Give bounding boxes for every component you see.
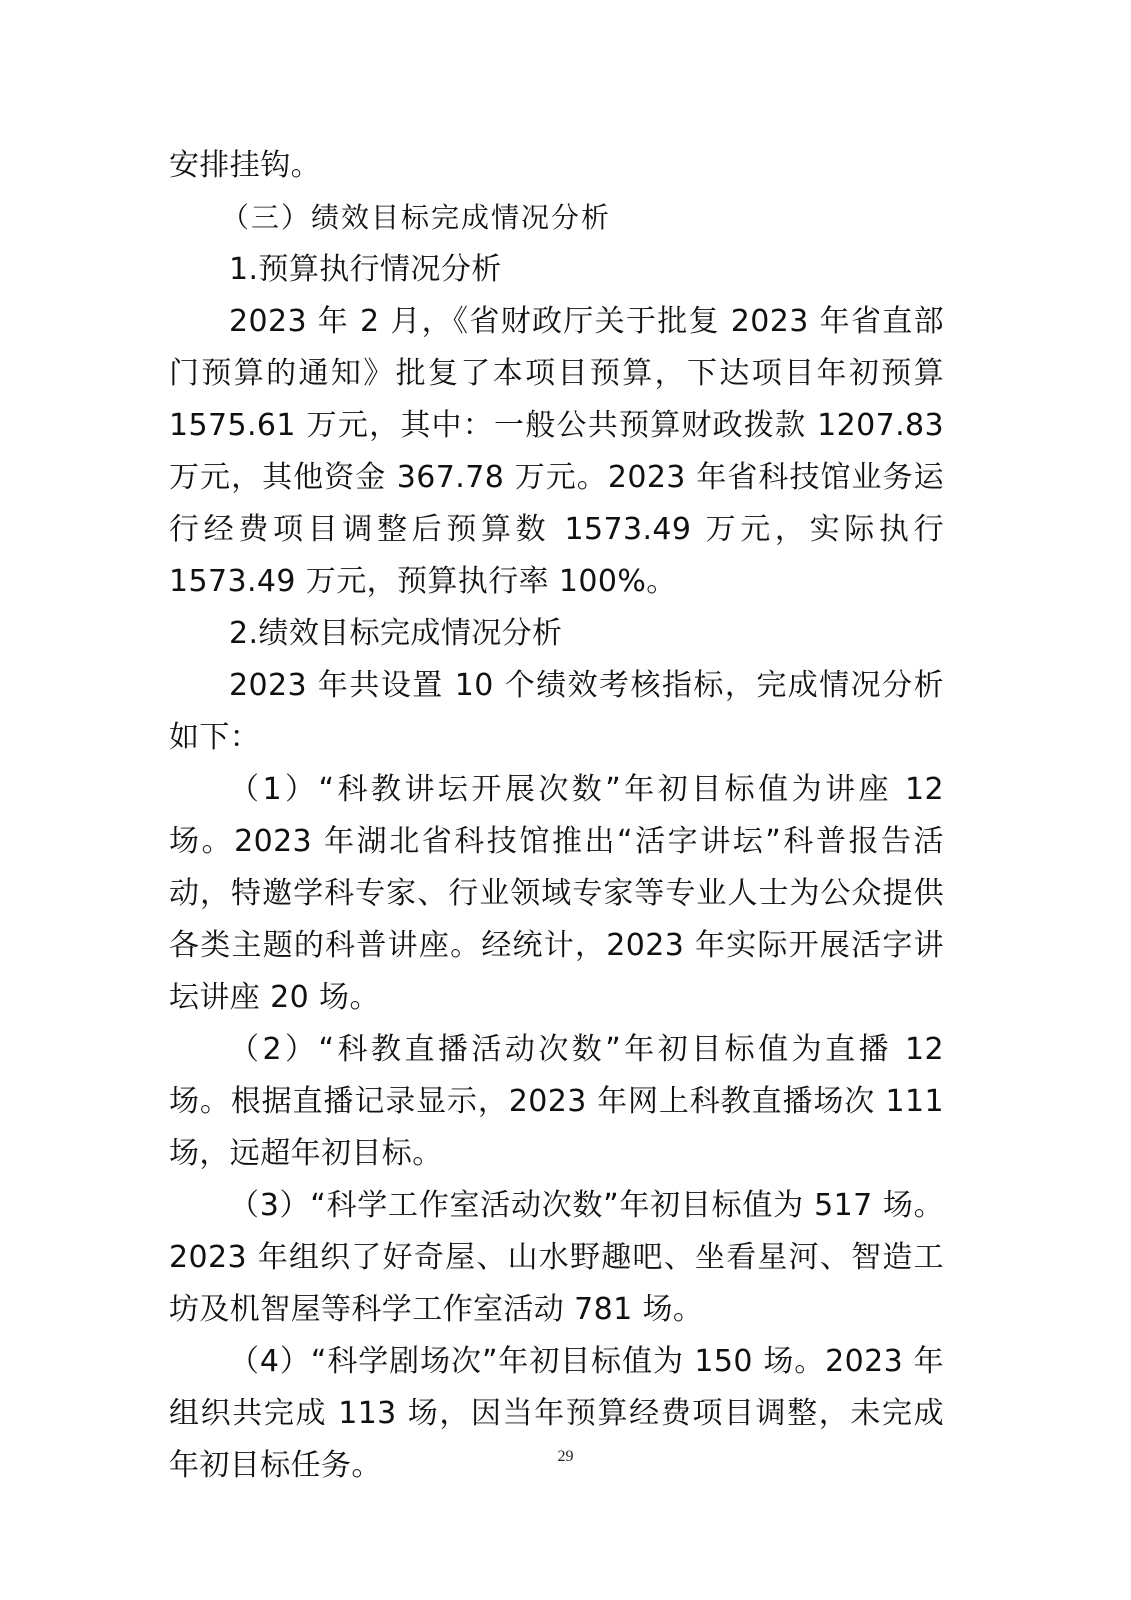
paragraph-item-1: （1）“科教讲坛开展次数”年初目标值为讲座 12 场。2023 年湖北省科技馆推出“活字讲坛”科普报告活动，特邀学科专家、行业领域专家等专业人士为公众提供各类主题的科普讲座。经统计，2023 年实际开展活字讲坛讲座 20 场。 xyxy=(169,772,944,1015)
document-body xyxy=(169,140,944,1492)
continuation-line: 安排挂钩。 xyxy=(169,148,321,183)
section-heading: （三）绩效目标完成情况分析 xyxy=(221,201,612,234)
subsection-heading-performance: 2.绩效目标完成情况分析 xyxy=(229,616,563,651)
paragraph-item-3: （3）“科学工作室活动次数”年初目标值为 517 场。2023 年组织了好奇屋、山水野趣吧、坐看星河、智造工坊及机智屋等科学工作室活动 781 场。 xyxy=(169,1188,944,1327)
subsection-heading-budget: 1.预算执行情况分析 xyxy=(229,252,502,287)
paragraph-item-2: （2）“科教直播活动次数”年初目标值为直播 12 场。根据直播记录显示，2023 年网上科教直播场次 111 场，远超年初目标。 xyxy=(169,1032,944,1171)
paragraph-indicator-summary: 2023 年共设置 10 个绩效考核指标，完成情况分析如下： xyxy=(169,668,944,755)
paragraph-item-4: （4）“科学剧场次”年初目标值为 150 场。2023 年组织共完成 113 场，因当年预算经费项目调整，未完成年初目标任务。 xyxy=(169,1344,944,1483)
page-number: 29 xyxy=(557,1448,574,1465)
paragraph-budget-execution: 2023 年 2 月，《省财政厅关于批复 2023 年省直部门预算的通知》批复了本项目预算，下达项目年初预算 1575.61 万元，其中：一般公共预算财政拨款 1207.83 万元，其他资金 367.78 万元。2023 年省科技馆业务运行经费项目调整后预算数 1573.49 万元，实际执行 1573.49 万元，预算执行率 100%。 xyxy=(169,304,944,599)
